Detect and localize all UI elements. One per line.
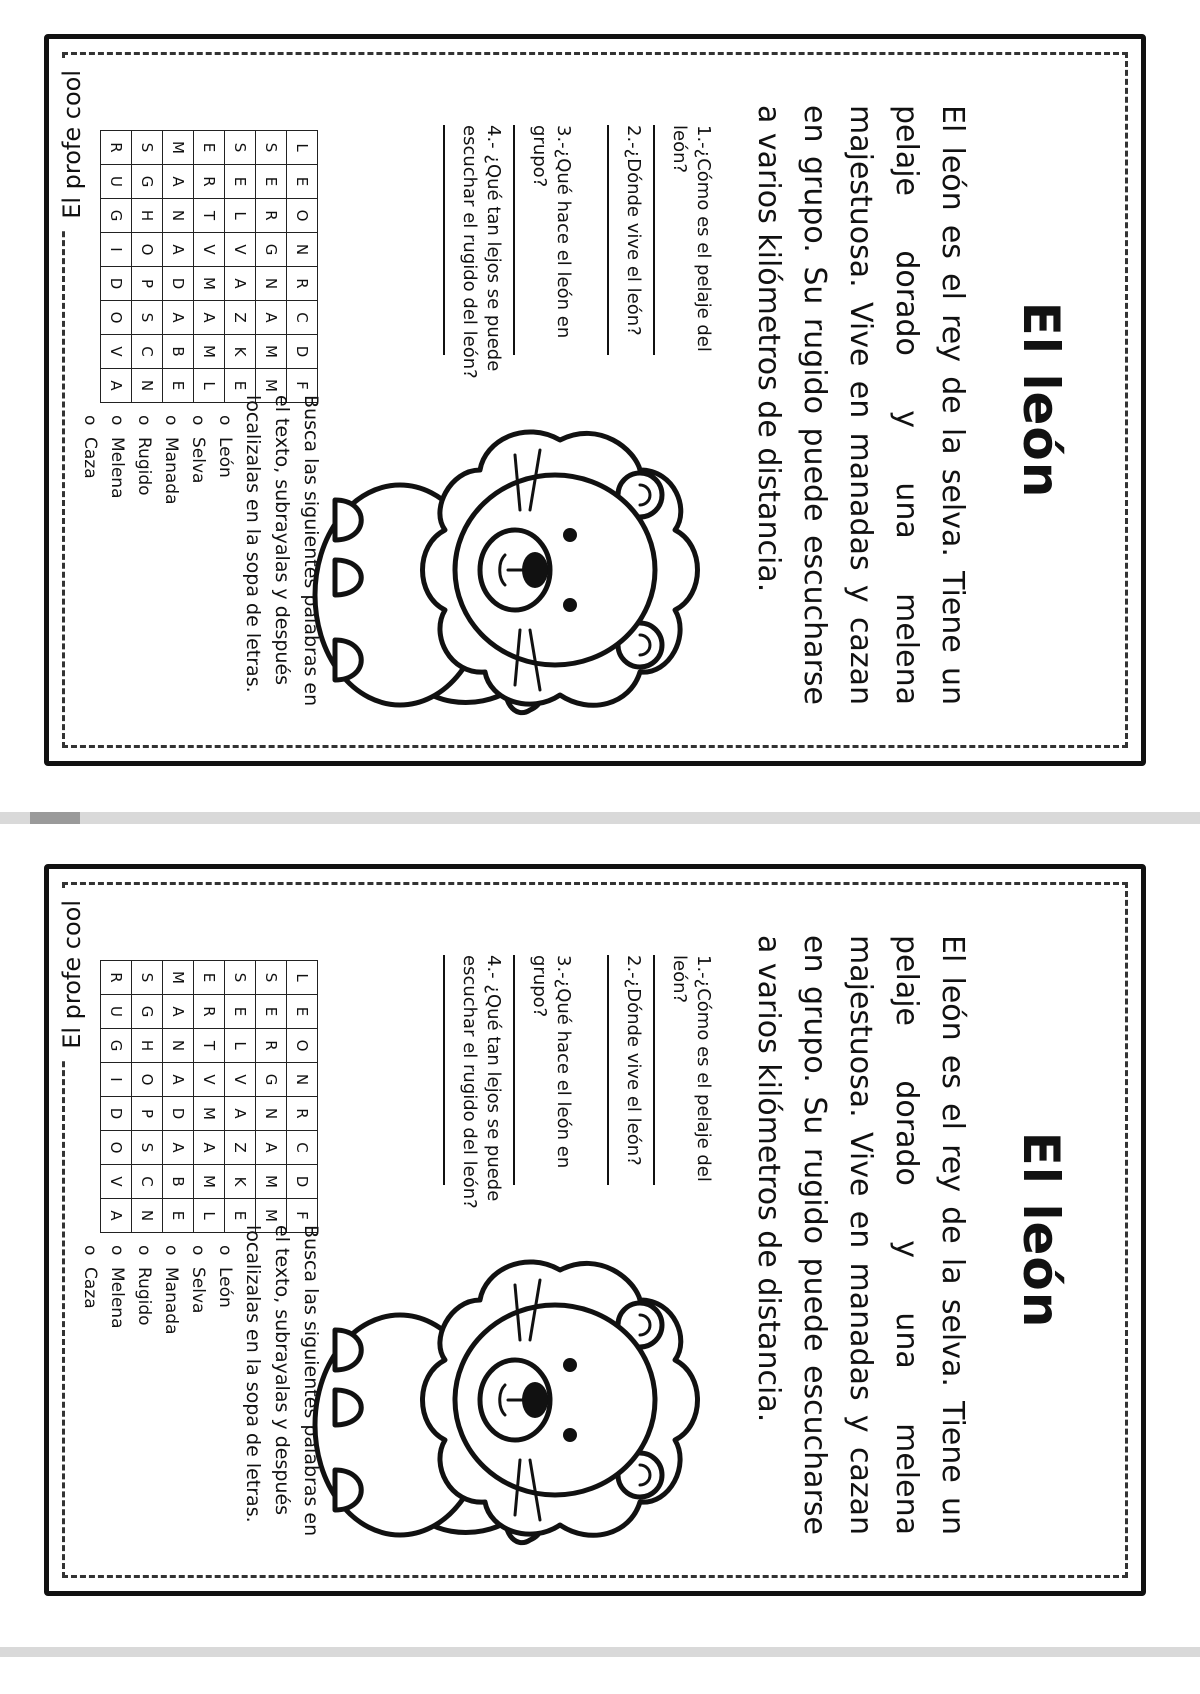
- worksheet-title: El león: [1012, 301, 1070, 499]
- grid-cell[interactable]: E: [163, 1199, 194, 1233]
- word-item: oRugido: [134, 415, 154, 496]
- grid-row: [225, 131, 256, 403]
- grid-cell[interactable]: R: [194, 165, 225, 199]
- grid-cell[interactable]: G: [101, 1029, 132, 1063]
- instructions-text: Busca las siguientes palabras en el texto, subrayalas y después localizalas en la sopa de letras.: [242, 1225, 322, 1537]
- grid-cell[interactable]: G: [256, 1063, 287, 1097]
- answer-line[interactable]: [443, 125, 457, 355]
- grid-cell[interactable]: O: [132, 233, 163, 267]
- credit-text: El profe cool: [52, 60, 92, 229]
- grid-cell[interactable]: M: [256, 1199, 287, 1233]
- grid-cell[interactable]: N: [163, 1029, 194, 1063]
- grid-cell[interactable]: S: [225, 961, 256, 995]
- grid-cell[interactable]: M: [194, 1097, 225, 1131]
- grid-cell[interactable]: R: [256, 1029, 287, 1063]
- grid-cell[interactable]: D: [287, 1165, 318, 1199]
- grid-cell[interactable]: V: [194, 1063, 225, 1097]
- grid-cell[interactable]: G: [256, 233, 287, 267]
- worksheet-copy-bottom: [0, 840, 1200, 1640]
- grid-cell[interactable]: A: [101, 369, 132, 403]
- grid-cell[interactable]: A: [163, 1063, 194, 1097]
- grid-cell[interactable]: I: [101, 233, 132, 267]
- grid-cell[interactable]: O: [101, 301, 132, 335]
- grid-cell[interactable]: K: [225, 335, 256, 369]
- grid-cell[interactable]: E: [225, 369, 256, 403]
- grid-cell[interactable]: E: [256, 165, 287, 199]
- grid-cell[interactable]: U: [101, 165, 132, 199]
- grid-cell[interactable]: D: [163, 267, 194, 301]
- answer-line[interactable]: [653, 125, 667, 355]
- question-3: 3.-¿Qué hace el león en grupo?: [513, 955, 575, 1215]
- grid-cell[interactable]: C: [132, 1165, 163, 1199]
- grid-cell[interactable]: L: [194, 369, 225, 403]
- grid-cell[interactable]: G: [132, 995, 163, 1029]
- grid-row: [287, 961, 318, 1233]
- grid-cell[interactable]: E: [225, 995, 256, 1029]
- word-item: oManada: [161, 415, 181, 505]
- word-item: oCaza: [80, 1245, 100, 1309]
- grid-cell[interactable]: S: [256, 961, 287, 995]
- worksheet-title: El león: [1012, 1131, 1070, 1329]
- word-item: oLeón: [215, 415, 235, 478]
- grid-cell[interactable]: E: [194, 961, 225, 995]
- grid-cell[interactable]: V: [225, 1063, 256, 1097]
- grid-cell[interactable]: A: [163, 995, 194, 1029]
- grid-cell[interactable]: E: [163, 369, 194, 403]
- grid-cell[interactable]: P: [132, 1097, 163, 1131]
- credit-text: El profe cool: [52, 890, 92, 1059]
- page-separator: [0, 1647, 1200, 1657]
- grid-cell[interactable]: L: [287, 131, 318, 165]
- grid-cell[interactable]: N: [256, 267, 287, 301]
- grid-cell[interactable]: N: [287, 233, 318, 267]
- word-item: oRugido: [134, 1245, 154, 1326]
- grid-cell[interactable]: Z: [225, 1131, 256, 1165]
- grid-cell[interactable]: M: [256, 335, 287, 369]
- grid-cell[interactable]: N: [132, 1199, 163, 1233]
- grid-row: [101, 961, 132, 1233]
- grid-row: [163, 131, 194, 403]
- answer-line[interactable]: [513, 955, 527, 1185]
- grid-cell[interactable]: R: [101, 961, 132, 995]
- grid-cell[interactable]: A: [163, 1131, 194, 1165]
- grid-cell[interactable]: R: [101, 131, 132, 165]
- grid-cell[interactable]: L: [194, 1199, 225, 1233]
- grid-cell[interactable]: V: [101, 1165, 132, 1199]
- grid-cell[interactable]: F: [287, 1199, 318, 1233]
- grid-cell[interactable]: R: [287, 1097, 318, 1131]
- grid-cell[interactable]: G: [101, 199, 132, 233]
- grid-cell[interactable]: N: [256, 1097, 287, 1131]
- grid-cell[interactable]: B: [163, 1165, 194, 1199]
- word-item: oMelena: [107, 415, 127, 499]
- answer-line[interactable]: [607, 125, 621, 355]
- lion-illustration-icon: [310, 1240, 730, 1560]
- grid-cell[interactable]: A: [256, 301, 287, 335]
- grid-cell[interactable]: M: [194, 267, 225, 301]
- grid-cell[interactable]: L: [287, 961, 318, 995]
- lion-illustration-icon: [310, 410, 730, 730]
- grid-cell[interactable]: V: [225, 233, 256, 267]
- grid-cell[interactable]: S: [132, 961, 163, 995]
- grid-cell[interactable]: O: [287, 1029, 318, 1063]
- grid-cell[interactable]: E: [194, 131, 225, 165]
- grid-row: [287, 131, 318, 403]
- grid-cell[interactable]: S: [256, 131, 287, 165]
- grid-cell[interactable]: H: [132, 1029, 163, 1063]
- worksheet-page: [30, 850, 1160, 1610]
- reading-paragraph: El león es el rey de la selva. Tiene un pelaje dorado y una melena majestuosa. Vive en manadas y cazan en grupo. Su rugido puede escucharse a varios kilómetros de distancia.: [751, 105, 970, 705]
- grid-row: [256, 961, 287, 1233]
- word-list: [76, 395, 238, 715]
- grid-cell[interactable]: S: [132, 301, 163, 335]
- word-item: oCaza: [80, 415, 100, 479]
- question-2: 2.-¿Dónde vive el león?: [607, 955, 645, 1215]
- grid-cell[interactable]: R: [256, 199, 287, 233]
- answer-line[interactable]: [653, 955, 667, 1185]
- grid-cell[interactable]: A: [194, 1131, 225, 1165]
- answer-line[interactable]: [443, 955, 457, 1185]
- page-separator: [0, 812, 1200, 824]
- grid-row: [194, 961, 225, 1233]
- word-item: oManada: [161, 1245, 181, 1335]
- grid-cell[interactable]: U: [101, 995, 132, 1029]
- question-1: 1.-¿Cómo es el pelaje del león?: [653, 125, 715, 385]
- grid-cell[interactable]: E: [287, 165, 318, 199]
- grid-cell[interactable]: A: [163, 165, 194, 199]
- grid-cell[interactable]: C: [132, 335, 163, 369]
- grid-cell[interactable]: S: [132, 1131, 163, 1165]
- grid-row: [132, 961, 163, 1233]
- grid-cell[interactable]: O: [101, 1131, 132, 1165]
- grid-row: [132, 131, 163, 403]
- grid-cell[interactable]: N: [287, 1063, 318, 1097]
- worksheet-copy-top: [0, 0, 1200, 800]
- grid-cell[interactable]: P: [132, 267, 163, 301]
- grid-cell[interactable]: T: [194, 1029, 225, 1063]
- grid-cell[interactable]: E: [256, 995, 287, 1029]
- grid-cell[interactable]: A: [163, 233, 194, 267]
- reading-paragraph: El león es el rey de la selva. Tiene un pelaje dorado y una melena majestuosa. Vive en manadas y cazan en grupo. Su rugido puede escucharse a varios kilómetros de distancia.: [751, 935, 970, 1535]
- question-2: 2.-¿Dónde vive el león?: [607, 125, 645, 385]
- grid-cell[interactable]: M: [256, 369, 287, 403]
- question-4: 4.- ¿Qué tan lejos se puede escuchar el rugido del león?: [443, 955, 505, 1215]
- grid-cell[interactable]: N: [132, 369, 163, 403]
- answer-line[interactable]: [607, 955, 621, 1185]
- grid-cell[interactable]: L: [225, 199, 256, 233]
- grid-cell[interactable]: M: [163, 131, 194, 165]
- grid-cell[interactable]: A: [225, 1097, 256, 1131]
- word-item: oLeón: [215, 1245, 235, 1308]
- grid-cell[interactable]: S: [225, 131, 256, 165]
- word-search-grid: [100, 130, 318, 403]
- grid-cell[interactable]: O: [132, 1063, 163, 1097]
- grid-cell[interactable]: A: [256, 1131, 287, 1165]
- grid-cell[interactable]: A: [194, 301, 225, 335]
- grid-cell[interactable]: I: [101, 1063, 132, 1097]
- grid-cell[interactable]: K: [225, 1165, 256, 1199]
- grid-cell[interactable]: G: [132, 165, 163, 199]
- grid-cell[interactable]: T: [194, 199, 225, 233]
- word-item: oMelena: [107, 1245, 127, 1329]
- grid-cell[interactable]: D: [101, 1097, 132, 1131]
- grid-cell[interactable]: L: [225, 1029, 256, 1063]
- grid-cell[interactable]: M: [163, 961, 194, 995]
- grid-row: [256, 131, 287, 403]
- grid-cell[interactable]: B: [163, 335, 194, 369]
- grid-row: [194, 131, 225, 403]
- answer-line[interactable]: [513, 125, 527, 355]
- grid-cell[interactable]: N: [163, 199, 194, 233]
- word-item: oSelva: [188, 1245, 208, 1314]
- word-search-instructions: [76, 395, 325, 715]
- grid-cell[interactable]: F: [287, 369, 318, 403]
- grid-cell[interactable]: C: [287, 1131, 318, 1165]
- word-item: oSelva: [188, 415, 208, 484]
- grid-cell[interactable]: A: [225, 267, 256, 301]
- word-search-instructions: [76, 1225, 325, 1545]
- word-search-grid: [100, 960, 318, 1233]
- grid-row: [101, 131, 132, 403]
- grid-cell[interactable]: H: [132, 199, 163, 233]
- grid-cell[interactable]: A: [101, 1199, 132, 1233]
- grid-cell[interactable]: V: [194, 233, 225, 267]
- grid-cell[interactable]: O: [287, 199, 318, 233]
- grid-cell[interactable]: M: [256, 1165, 287, 1199]
- grid-row: [225, 961, 256, 1233]
- question-1: 1.-¿Cómo es el pelaje del león?: [653, 955, 715, 1215]
- grid-cell[interactable]: E: [225, 1199, 256, 1233]
- grid-cell[interactable]: E: [287, 995, 318, 1029]
- grid-cell[interactable]: Z: [225, 301, 256, 335]
- grid-cell[interactable]: C: [287, 301, 318, 335]
- instructions-text: Busca las siguientes palabras en el texto, subrayalas y después localizalas en la sopa de letras.: [242, 395, 322, 707]
- worksheet-page: [30, 20, 1160, 780]
- grid-cell[interactable]: M: [194, 335, 225, 369]
- grid-row: [163, 961, 194, 1233]
- grid-cell[interactable]: E: [225, 165, 256, 199]
- grid-cell[interactable]: M: [194, 1165, 225, 1199]
- grid-cell[interactable]: D: [101, 267, 132, 301]
- grid-cell[interactable]: D: [163, 1097, 194, 1131]
- grid-cell[interactable]: R: [287, 267, 318, 301]
- grid-cell[interactable]: V: [101, 335, 132, 369]
- question-3: 3.-¿Qué hace el león en grupo?: [513, 125, 575, 385]
- grid-cell[interactable]: A: [163, 301, 194, 335]
- grid-cell[interactable]: S: [132, 131, 163, 165]
- question-4: 4.- ¿Qué tan lejos se puede escuchar el rugido del león?: [443, 125, 505, 385]
- grid-cell[interactable]: D: [287, 335, 318, 369]
- grid-cell[interactable]: R: [194, 995, 225, 1029]
- word-list: [76, 1225, 238, 1545]
